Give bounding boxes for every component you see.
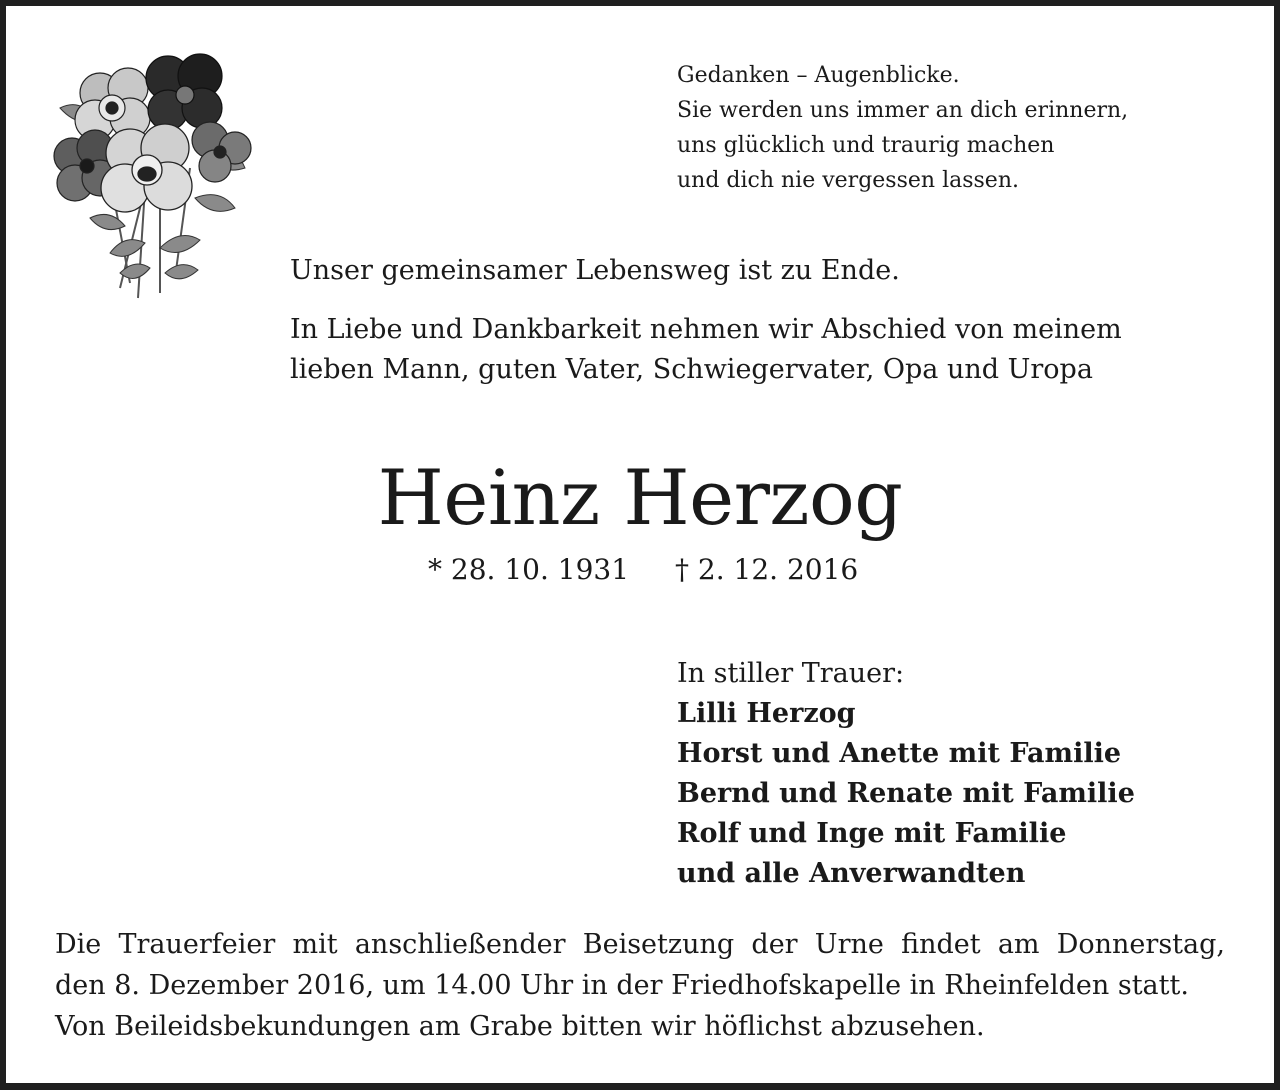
farewell-line: lieben Mann, guten Vater, Schwiegervater, Opa und Uropa	[290, 354, 1093, 385]
mourner-name: Rolf und Inge mit Familie	[677, 818, 1067, 849]
poem-line: uns glücklich und traurig machen	[677, 133, 1055, 158]
mourner-name: Bernd und Renate mit Familie	[677, 778, 1135, 809]
intro-line: Unser gemeinsamer Lebensweg ist zu Ende.	[290, 255, 900, 286]
farewell-line: In Liebe und Dankbarkeit nehmen wir Abschied von meinem	[290, 314, 1122, 345]
poem-line: und dich nie vergessen lassen.	[677, 168, 1019, 193]
poem-line: Gedanken – Augenblicke.	[677, 63, 960, 88]
mourners-label: In stiller Trauer:	[677, 658, 905, 689]
deceased-name: Heinz Herzog	[377, 453, 903, 542]
mourners-list	[677, 694, 1135, 894]
mourner-name: Lilli Herzog	[677, 698, 856, 729]
pansy-bouquet-icon	[50, 48, 255, 306]
mourner-name: Horst und Anette mit Familie	[677, 738, 1122, 769]
funeral-line: den 8. Dezember 2016, um 14.00 Uhr in der Friedhofskapelle in Rheinfelden statt.	[55, 970, 1189, 1001]
mourners-block	[677, 654, 1135, 894]
mourner-name: und alle Anverwandten	[677, 858, 1026, 889]
birth-date: * 28. 10. 1931	[428, 553, 630, 586]
death-date: † 2. 12. 2016	[675, 553, 859, 586]
poem-line: Sie werden uns immer an dich erinnern,	[677, 98, 1129, 123]
funeral-notice	[55, 924, 1225, 1047]
poem-block	[677, 58, 1237, 198]
funeral-line: Von Beileidsbekundungen am Grabe bitten wir höflichst abzusehen.	[55, 1011, 985, 1042]
funeral-line: Die Trauerfeier mit anschließender Beisetzung der Urne findet am Donnerstag,	[55, 929, 1225, 960]
farewell-text	[290, 310, 1122, 390]
